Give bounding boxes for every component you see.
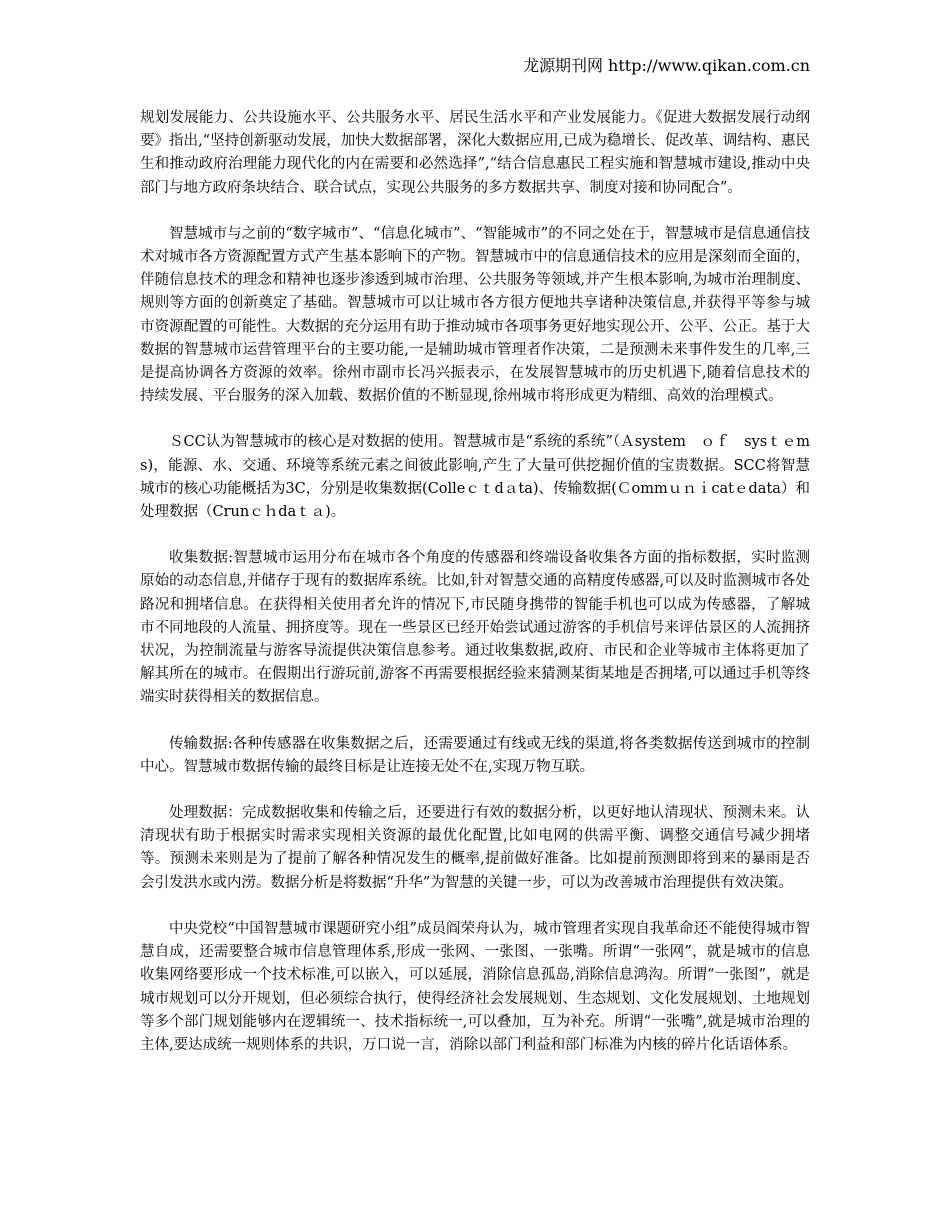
paragraph-2: 智慧城市与之前的“数字城市”、“信息化城市”、“智能城市”的不同之处在于，智慧城市是信息通信技术对城市各方资源配置方式产生基本影响下的产物。智慧城市中的信息通信技术的应用是深刻而全面的，伴随信息技术的理念和精神也逐步渗透到城市治理、公共服务等领域,并产生根本影响,为城市治理制度、规则等方面的创新奠定了基础。智慧城市可以让城市各方很方便地共享诸种决策信息,并获得平等参与城市资源配置的可能性。大数据的充分运用有助于推动城市各项事务更好地实现公开、公平、公正。基于大数据的智慧城市运营管理平台的主要功能,一是辅助城市管理者作决策，二是预测未来事件发生的几率,三是提高协调各方资源的效率。徐州市副市长冯兴振表示，在发展智慧城市的历史机遇下,随着信息技术的持续发展、平台服务的深入加载、数据价值的不断显现,徐州城市将形成更为精细、高效的治理模式。 xyxy=(140,225,810,405)
paragraph-6: 处理数据：完成数据收集和传输之后，还要进行有效的数据分析，以更好地认清现状、预测未来。认清现状有助于根据实时需求实现相关资源的最优化配置,比如电网的供需平衡、调整交通信号减少拥堵等。预测未来则是为了提前了解各种情况发生的概率,提前做好准备。比如提前预测即将到来的暴雨是否会引发洪水或内涝。数据分析是将数据“升华”为智慧的关键一步，可以为改善城市治理提供有效决策。 xyxy=(140,805,810,891)
page-header: 龙源期刊网 http://www.qikan.com.cn xyxy=(522,56,810,75)
paragraph-4: 收集数据:智慧城市运用分布在城市各个角度的传感器和终端设备收集各方面的指标数据，实时监测原始的动态信息,并储存于现有的数据库系统。比如,针对智慧交通的高精度传感器,可以及时监测城市各处路况和拥堵信息。在获得相关使用者允许的情况下,市民随身携带的智能手机也可以成为传感器，了解城市不同地段的人流量、拥挤度等。现在一些景区已经开始尝试通过游客的手机信号来评估景区的人流拥挤状况，为控制流量与游客导流提供决策信息参考。通过收集数据,政府、市民和企业等城市主体将更加了解其所在的城市。在假期出行游玩前,游客不再需要根据经验来猜测某街某地是否拥堵,可以通过手机等终端实时获得相关的数据信息。 xyxy=(140,550,810,706)
paragraph-5: 传输数据:各种传感器在收集数据之后，还需要通过有线或无线的渠道,将各类数据传送到城市的控制中心。智慧城市数据传输的最终目标是让连接无处不在,实现万物互联。 xyxy=(140,735,810,775)
article-body xyxy=(140,107,810,1080)
paragraph-3: ＳCC认为智慧城市的核心是对数据的使用。智慧城市是“系统的系统”（Ａsystem ｏｆ sysｔｅms)，能源、水、交通、环境等系统元素之间彼此影响,产生了大量可供挖掘价值的宝贵数据。SCC将智慧城市的核心功能概括为3C，分别是收集数据(Colleｃｔdａta)、传输数据(Ｃommｕｎｉcatｅdata）和处理数据（Crunｃｈdaｔａ)。 xyxy=(140,434,810,521)
paragraph-7: 中央党校“中国智慧城市课题研究小组”成员阎荣舟认为，城市管理者实现自我革命还不能使得城市智慧自成，还需要整合城市信息管理体系,形成一张网、一张图、一张嘴。所谓“一张网”，就是城市的信息收集网络要形成一个技术标准,可以嵌入，可以延展，消除信息孤岛,消除信息鸿沟。所谓“一张图”，就是城市规划可以分开规划，但必须综合执行，使得经济社会发展规划、生态规划、文化发展规划、土地规划等多个部门规划能够内在逻辑统一、技术指标统一,可以叠加，互为补充。所谓“一张嘴”,就是城市治理的主体,要达成统一规则体系的共识，万口说一言，消除以部门利益和部门标准为内核的碎片化话语体系。 xyxy=(140,920,810,1053)
paragraph-1: 规划发展能力、公共设施水平、公共服务水平、居民生活水平和产业发展能力。《促进大数据发展行动纲要》指出,“坚持创新驱动发展，加快大数据部署，深化大数据应用,已成为稳增长、促改革、调结构、惠民生和推动政府治理能力现代化的内在需要和必然选择”,“结合信息惠民工程实施和智慧城市建设,推动中央部门与地方政府条块结合、联合试点，实现公共服务的多方数据共享、制度对接和协同配合”。 xyxy=(140,110,810,196)
